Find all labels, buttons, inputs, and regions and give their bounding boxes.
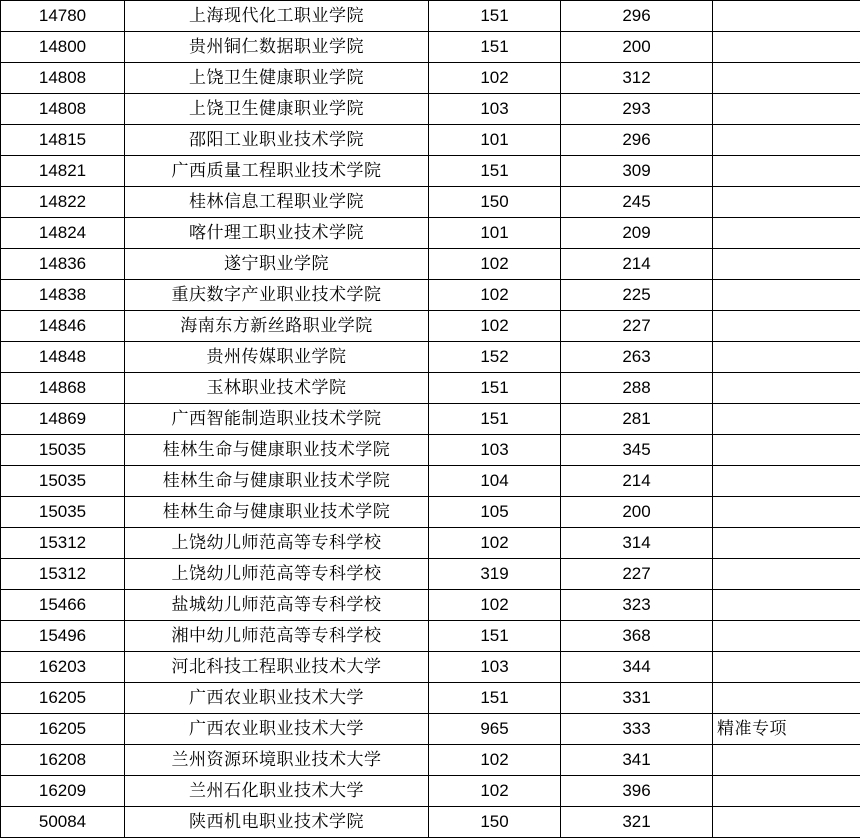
cell-note (713, 125, 860, 156)
table-row (1, 63, 860, 94)
cell-num2: 214 (561, 466, 713, 497)
cell-num1: 102 (429, 280, 561, 311)
table-row (1, 714, 860, 745)
table-row (1, 807, 860, 838)
cell-note (713, 807, 860, 838)
cell-name: 上饶卫生健康职业学院 (125, 94, 429, 125)
cell-num1: 103 (429, 652, 561, 683)
cell-num2: 341 (561, 745, 713, 776)
table-body (1, 1, 860, 838)
cell-num2: 227 (561, 559, 713, 590)
cell-num2: 263 (561, 342, 713, 373)
cell-name: 贵州铜仁数据职业学院 (125, 32, 429, 63)
cell-num1: 151 (429, 32, 561, 63)
cell-note (713, 435, 860, 466)
cell-name: 遂宁职业学院 (125, 249, 429, 280)
cell-num1: 151 (429, 621, 561, 652)
cell-num1: 101 (429, 125, 561, 156)
table-row (1, 218, 860, 249)
cell-code: 15312 (1, 528, 125, 559)
cell-num2: 281 (561, 404, 713, 435)
table-row (1, 373, 860, 404)
cell-name: 湘中幼儿师范高等专科学校 (125, 621, 429, 652)
table-row (1, 404, 860, 435)
cell-num1: 150 (429, 187, 561, 218)
cell-code: 14846 (1, 311, 125, 342)
table-row (1, 32, 860, 63)
cell-code: 14808 (1, 63, 125, 94)
cell-num2: 225 (561, 280, 713, 311)
cell-code: 14868 (1, 373, 125, 404)
cell-num2: 314 (561, 528, 713, 559)
cell-name: 广西农业职业技术大学 (125, 683, 429, 714)
cell-code: 14824 (1, 218, 125, 249)
cell-name: 盐城幼儿师范高等专科学校 (125, 590, 429, 621)
cell-num1: 102 (429, 528, 561, 559)
cell-code: 14869 (1, 404, 125, 435)
cell-num2: 214 (561, 249, 713, 280)
cell-code: 14800 (1, 32, 125, 63)
table-row (1, 497, 860, 528)
cell-code: 14848 (1, 342, 125, 373)
cell-note (713, 311, 860, 342)
cell-name: 河北科技工程职业技术大学 (125, 652, 429, 683)
cell-name: 陕西机电职业技术学院 (125, 807, 429, 838)
cell-code: 15035 (1, 466, 125, 497)
cell-num1: 103 (429, 94, 561, 125)
cell-code: 15035 (1, 497, 125, 528)
cell-note: 精准专项 (713, 714, 860, 745)
cell-note (713, 497, 860, 528)
cell-note (713, 63, 860, 94)
table-row (1, 94, 860, 125)
cell-code: 15496 (1, 621, 125, 652)
cell-name: 桂林信息工程职业学院 (125, 187, 429, 218)
cell-num1: 104 (429, 466, 561, 497)
cell-note (713, 280, 860, 311)
table-row (1, 311, 860, 342)
cell-num2: 368 (561, 621, 713, 652)
cell-name: 海南东方新丝路职业学院 (125, 311, 429, 342)
cell-num1: 151 (429, 683, 561, 714)
cell-num2: 200 (561, 497, 713, 528)
table-row (1, 125, 860, 156)
cell-name: 桂林生命与健康职业技术学院 (125, 435, 429, 466)
cell-name: 玉林职业技术学院 (125, 373, 429, 404)
cell-num1: 102 (429, 63, 561, 94)
table-row (1, 590, 860, 621)
cell-num1: 151 (429, 373, 561, 404)
cell-note (713, 621, 860, 652)
cell-code: 50084 (1, 807, 125, 838)
cell-num2: 312 (561, 63, 713, 94)
table-row (1, 187, 860, 218)
cell-name: 喀什理工职业技术学院 (125, 218, 429, 249)
cell-name: 上饶幼儿师范高等专科学校 (125, 528, 429, 559)
cell-name: 桂林生命与健康职业技术学院 (125, 497, 429, 528)
cell-note (713, 249, 860, 280)
cell-note (713, 466, 860, 497)
cell-num1: 102 (429, 745, 561, 776)
table-row (1, 683, 860, 714)
cell-num2: 321 (561, 807, 713, 838)
cell-num2: 323 (561, 590, 713, 621)
cell-num1: 319 (429, 559, 561, 590)
cell-num2: 396 (561, 776, 713, 807)
cell-num1: 152 (429, 342, 561, 373)
cell-num2: 344 (561, 652, 713, 683)
table-row (1, 745, 860, 776)
table-row (1, 280, 860, 311)
cell-note (713, 528, 860, 559)
cell-num1: 101 (429, 218, 561, 249)
cell-name: 上饶幼儿师范高等专科学校 (125, 559, 429, 590)
table-row (1, 528, 860, 559)
cell-num2: 293 (561, 94, 713, 125)
cell-num1: 102 (429, 776, 561, 807)
cell-num1: 103 (429, 435, 561, 466)
cell-note (713, 342, 860, 373)
cell-note (713, 373, 860, 404)
cell-code: 15312 (1, 559, 125, 590)
cell-name: 兰州资源环境职业技术大学 (125, 745, 429, 776)
cell-name: 上海现代化工职业学院 (125, 1, 429, 32)
cell-code: 14821 (1, 156, 125, 187)
cell-num1: 151 (429, 1, 561, 32)
cell-num2: 227 (561, 311, 713, 342)
cell-note (713, 156, 860, 187)
cell-num2: 288 (561, 373, 713, 404)
cell-note (713, 94, 860, 125)
table-row (1, 1, 860, 32)
table-row (1, 466, 860, 497)
cell-code: 14780 (1, 1, 125, 32)
cell-num2: 296 (561, 125, 713, 156)
cell-note (713, 590, 860, 621)
cell-name: 广西智能制造职业技术学院 (125, 404, 429, 435)
cell-note (713, 404, 860, 435)
cell-note (713, 559, 860, 590)
cell-num2: 331 (561, 683, 713, 714)
cell-code: 14836 (1, 249, 125, 280)
cell-note (713, 32, 860, 63)
cell-name: 桂林生命与健康职业技术学院 (125, 466, 429, 497)
cell-name: 兰州石化职业技术大学 (125, 776, 429, 807)
cell-num1: 102 (429, 311, 561, 342)
cell-code: 14808 (1, 94, 125, 125)
cell-note (713, 745, 860, 776)
cell-num2: 345 (561, 435, 713, 466)
cell-num1: 102 (429, 590, 561, 621)
cell-note (713, 683, 860, 714)
cell-code: 14838 (1, 280, 125, 311)
table-row (1, 156, 860, 187)
cell-code: 16209 (1, 776, 125, 807)
cell-num1: 102 (429, 249, 561, 280)
cell-num1: 965 (429, 714, 561, 745)
cell-code: 16205 (1, 683, 125, 714)
cell-code: 14822 (1, 187, 125, 218)
table-row (1, 776, 860, 807)
cell-name: 上饶卫生健康职业学院 (125, 63, 429, 94)
cell-num2: 209 (561, 218, 713, 249)
cell-code: 15466 (1, 590, 125, 621)
cell-num2: 200 (561, 32, 713, 63)
table-row (1, 435, 860, 466)
cell-code: 16203 (1, 652, 125, 683)
cell-note (713, 218, 860, 249)
table-row (1, 342, 860, 373)
cell-name: 广西质量工程职业技术学院 (125, 156, 429, 187)
cell-name: 重庆数字产业职业技术学院 (125, 280, 429, 311)
cell-note (713, 652, 860, 683)
cell-num2: 245 (561, 187, 713, 218)
cell-num2: 309 (561, 156, 713, 187)
table-row (1, 559, 860, 590)
cell-num1: 105 (429, 497, 561, 528)
cell-num1: 151 (429, 404, 561, 435)
cell-num1: 150 (429, 807, 561, 838)
table-row (1, 652, 860, 683)
cell-code: 16208 (1, 745, 125, 776)
cell-num2: 333 (561, 714, 713, 745)
cell-num2: 296 (561, 1, 713, 32)
table-row (1, 621, 860, 652)
table-row (1, 249, 860, 280)
cell-note (713, 1, 860, 32)
cell-code: 15035 (1, 435, 125, 466)
cell-name: 贵州传媒职业学院 (125, 342, 429, 373)
cell-code: 14815 (1, 125, 125, 156)
cell-note (713, 776, 860, 807)
cell-num1: 151 (429, 156, 561, 187)
cell-note (713, 187, 860, 218)
cell-name: 邵阳工业职业技术学院 (125, 125, 429, 156)
cell-code: 16205 (1, 714, 125, 745)
cell-name: 广西农业职业技术大学 (125, 714, 429, 745)
